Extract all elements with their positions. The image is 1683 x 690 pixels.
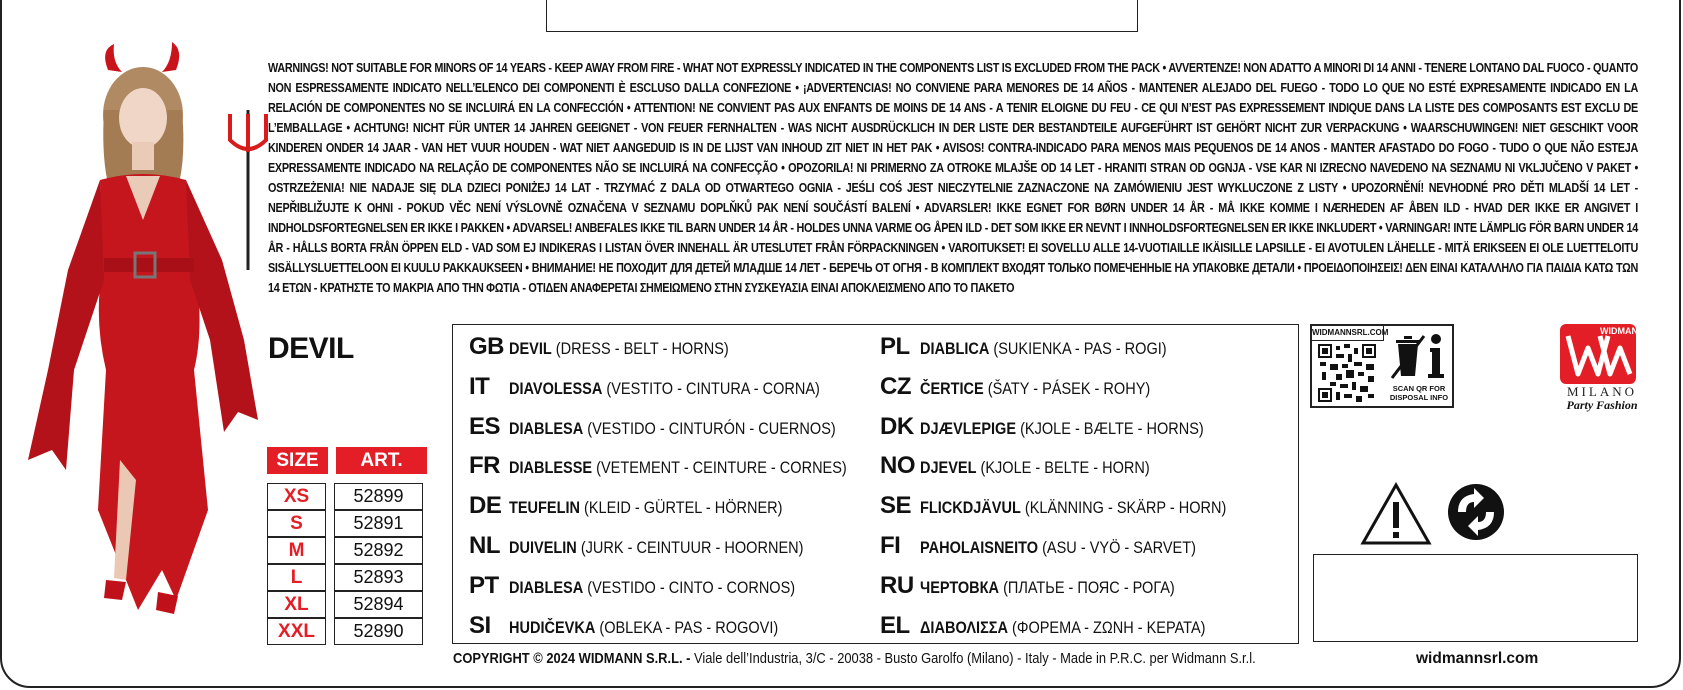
language-row <box>469 612 893 652</box>
costume-name: ЧЕРТОВКА <box>920 578 1000 597</box>
size-header: SIZE <box>267 447 328 474</box>
costume-parts: (ASU - VYÖ - SARVET) <box>1042 538 1196 557</box>
qr-code-icon[interactable] <box>1318 344 1376 402</box>
language-row <box>880 413 1268 453</box>
language-row <box>880 572 1268 612</box>
costume-name: DIABLESA <box>509 419 584 438</box>
size-value: XL <box>267 591 326 618</box>
brand-logo-text: WIDMANN <box>1600 326 1645 336</box>
qr-disposal-block[interactable] <box>1310 324 1454 408</box>
costume-parts: (SUKIENKA - PAS - ROGI) <box>993 340 1167 358</box>
costume-parts: (ПЛАТЬЕ - ПОЯС - РОГА) <box>1003 578 1175 597</box>
language-row <box>469 572 893 612</box>
language-code: RU <box>880 571 914 599</box>
size-value: M <box>267 537 326 564</box>
costume-name: ČERTICE <box>920 379 984 398</box>
language-code: PL <box>880 333 910 360</box>
costume-name: PAHOLAISNEITO <box>920 538 1039 557</box>
qr-caption <box>1384 384 1454 402</box>
product-name: DEVIL <box>268 332 354 365</box>
language-code: DE <box>469 492 502 520</box>
language-code: ES <box>469 412 501 440</box>
language-row <box>469 373 893 413</box>
costume-name: DJÆVLEPIGE <box>920 419 1017 438</box>
costume-parts: (VETEMENT - CEINTURE - CORNES) <box>596 459 847 478</box>
language-row <box>469 492 893 532</box>
art-number: 52890 <box>334 618 423 645</box>
languages-box <box>452 324 1299 644</box>
costume-parts: (VESTITO - CINTURA - CORNA) <box>606 379 820 398</box>
language-row <box>469 532 893 572</box>
costume-parts: (VESTIDO - CINTO - CORNOS) <box>587 578 796 597</box>
costume-name: FLICKDJÄVUL <box>920 499 1021 518</box>
warning-triangle-icon <box>1360 482 1432 546</box>
size-value: L <box>267 564 326 591</box>
devil-costume-figure <box>8 40 270 670</box>
blank-label-box <box>1313 554 1638 642</box>
language-row <box>880 373 1268 413</box>
art-number: 52893 <box>334 564 423 591</box>
costume-parts: (DRESS - BELT - HORNS) <box>555 340 729 358</box>
size-value: XXL <box>267 618 326 645</box>
recycle-bin-info-icon <box>1388 330 1452 384</box>
language-code: NO <box>880 452 915 480</box>
costume-parts: (KJOLE - BELTE - HORN) <box>980 459 1150 478</box>
languages-right-column <box>880 333 1268 651</box>
size-row <box>267 592 427 619</box>
green-dot-recycle-icon <box>1446 482 1506 542</box>
size-row <box>267 565 427 592</box>
size-value: S <box>267 510 326 537</box>
language-code: FR <box>469 452 500 480</box>
costume-parts: (ΦΟΡΕΜΑ - ΖΩΝΗ - ΚΕΡΑΤΑ) <box>1012 618 1206 637</box>
language-code: GB <box>469 333 504 360</box>
qr-caption-line: SCAN QR FOR <box>1392 384 1446 393</box>
costume-name: DUIVELIN <box>509 538 577 557</box>
languages-left-column <box>469 333 893 651</box>
language-row <box>880 612 1268 652</box>
website-link[interactable]: widmannsrl.com <box>1416 650 1539 667</box>
art-header: ART. <box>336 447 427 474</box>
language-row <box>880 333 1268 373</box>
language-code: EL <box>880 611 910 639</box>
size-value: XS <box>267 483 326 510</box>
language-code: PT <box>469 571 499 599</box>
costume-parts: (KLEID - GÜRTEL - HÖRNER) <box>584 499 783 518</box>
size-row <box>267 619 427 646</box>
language-code: SI <box>469 611 491 639</box>
language-code: NL <box>469 531 500 559</box>
costume-name: DEVIL <box>509 340 552 358</box>
language-row <box>880 452 1268 492</box>
language-code: IT <box>469 372 490 400</box>
costume-parts: (OBLEKA - PAS - ROGOVI) <box>599 618 779 637</box>
language-code: CZ <box>880 372 911 400</box>
costume-name: ΔΙΑΒΟΛΙΣΣΑ <box>920 618 1008 637</box>
costume-parts: (JURK - CEINTUUR - HOORNEN) <box>580 538 804 557</box>
language-row <box>469 333 893 373</box>
brand-tagline: Party Fashion <box>1566 398 1638 412</box>
costume-name: DJEVEL <box>920 459 977 478</box>
art-number: 52894 <box>334 591 423 618</box>
copyright-bold: COPYRIGHT © 2024 WIDMANN S.R.L. - <box>453 650 691 667</box>
costume-name: DIABLESSE <box>509 459 593 478</box>
top-label-box <box>546 0 1138 32</box>
costume-name: DIAVOLESSA <box>509 379 603 398</box>
copyright-line <box>453 650 1256 667</box>
costume-parts: (ŠATY - PÁSEK - ROHY) <box>987 379 1151 398</box>
size-row <box>267 511 427 538</box>
costume-name: TEUFELIN <box>509 499 580 518</box>
art-number: 52891 <box>334 510 423 537</box>
language-code: FI <box>880 531 901 559</box>
costume-parts: (VESTIDO - CINTURÓN - CUERNOS) <box>587 419 836 438</box>
language-row <box>880 492 1268 532</box>
language-row <box>469 413 893 453</box>
copyright-address: Viale dell’Industria, 3/C - 20038 - Busto Garolfo (Milano) - Italy - Made in P.R.C. per Widmann S.r.l. <box>690 650 1256 667</box>
brand-city: MILANO <box>1567 384 1637 399</box>
language-code: SE <box>880 492 912 520</box>
size-table <box>267 447 427 646</box>
costume-parts: (KJOLE - BÆLTE - HORNS) <box>1020 419 1204 438</box>
language-row <box>469 452 893 492</box>
size-row <box>267 538 427 565</box>
art-number: 52899 <box>334 483 423 510</box>
costume-name: HUDIČEVKA <box>509 618 596 637</box>
costume-parts: (KLÄNNING - SKÄRP - HORN) <box>1024 499 1227 518</box>
qr-caption-line: DISPOSAL INFO <box>1389 393 1449 402</box>
costume-name: DIABLESA <box>509 578 584 597</box>
language-row <box>880 532 1268 572</box>
qr-top-label: WIDMANNSRL.COM <box>1312 326 1384 341</box>
warnings-text: WARNINGS! NOT SUITABLE FOR MINORS OF 14 YEARS - KEEP AWAY FROM FIRE - WHAT NOT EXPRESSLY INDICATED IN THE COMPONENTS LIST IS EXCLUDED FROM THE PACK • AVVERTENZE! NON ADATTO A MINORI DI 14 ANNI - TENERE LONTANO DAL FUOCO - QUANTO NON ESPRESSAMENTE INDICATO NELL’ELENCO DEI COMPONENTI È ESCLUSO DALLA CONFEZIONE • ¡ADVERTENCIAS! NO CONVIENE PARA MENORES DE 14 AÑOS - MANTENER ALEJADO DEL FUEGO - TODO LO QUE NO ESTÉ EXPRESAMENTE INDICADO EN LA RELACIÓN DE COMPONENTES NO SE INCLUIRÁ EN LA CONFECCIÓN • ATTENTION! NE CONVIENT PAS AUX ENFANTS DE MOINS DE 14 ANS - A TENIR ELOIGNE DU FEU - CE QUI N’EST PAS EXPRESSEMENT INDIQUE DANS LA LISTE DES COMPOSANTS EST EXCLU DE L’EMBALLAGE • ACHTUNG! NICHT FÜR UNTER 14 JAHREN GEEIGNET - VON FEUER FERNHALTEN - WAS NICHT AUSDRÜCKLICH IN DER LISTE DER BESTANDTEILE AUFGEFÜHRT IST GEHÖRT NICHT ZUR VERPACKUNG • WAARSCHUWINGEN! NIET GESCHIKT VOOR KINDEREN ONDER 14 JAAR - VAN HET VUUR HOUDEN - WAT NIET AANGEDUID IS IN DE LIJST VAN INHOUD ZIT NIET IN HET PAK • AVISOS! CONTRA-INDICADO PARA MENOS MAIS PEQUENOS DE 14 ANOS - MANTER AFASTADO DO FOGO - TUDO O QUE NÃO ESTEJA EXPRESSAMENTE INDICADO NA RELAÇÃO DE COMPONENTES NÃO SE INCLUIRÁ NA CONFECÇÃO • OPOZORILA! NI PRIMERNO ZA OTROKE MLAJŠE OD 14 LET - HRANITI STRAN OD OGNJA - VSE KAR NI IZRECNO NAVEDENO NA SEZNAMU NI VKLJUČENO V PAKET • OSTRZEŻENIA! NIE NADAJE SIĘ DLA DZIECI PONIŻEJ 14 LAT - TRZYMAĆ Z DALA OD OTWARTEGO OGNIA - JEŚLI COŚ JEST NIECZYTELNIE ZAZNACZONE NA ZAMÓWIENIU JEST WYKLUCZONE Z LISTY • UPOZORNĚNÍ! NEVHODNÉ PRO DĚTI MLADŠÍ 14 LET - NEPŘIBLIŽUJTE K OHNI - POKUD VĚC NENÍ VÝSLOVNĚ OZNAČENA V SEZNAMU DOPLŇKŮ PAK NENÍ SOUČÁSTÍ BALENÍ • ADVARSLER! IKKE EGNET FOR BØRN UNDER 14 ÅR - MÅ IKKE KOMME I NÆRHEDEN AF ÅBEN ILD - HVAD DER IKKE ER ANGIVET I INDHOLDSFORTEGNELSEN ER IKKE I PAKKEN • ADVARSEL! ANBEFALES IKKE TIL BARN UNDER 14 ÅR - HOLDES UNNA VARME OG ÅPEN ILD - DET SOM IKKE ER NEVNT I INNHOLDSFORTEGNELSEN ER IKKE INKLUDERT • VARNINGAR! INTE LÄMPLIG FÖR BARN UNDER 14 ÅR - HÅLLS BORTA FRÅN ÖPPEN ELD - VAD SOM EJ INDIKERAS I LISTAN ÖVER INNEHALL ÄR UTESLUTET FRÅN FÖRPACKNINGEN • VAROITUKSET! EI SOVELLU ALLE 14-VUOTIAILLE IKÄISILLE LAPSILLE - EI AVOTULEN LÄHELLE - MITÄ ERIKSEEN EI OLE LUETTELOITU SISÄLLYSLUETTELOON EI KUULU PAKKAUKSEEN • ВНИМАНИЕ! НЕ ПОХОДИТ ДЛЯ ДЕТЕЙ МЛАДШЕ 14 ЛЕТ - БЕРЕЧЬ ОТ ОГНЯ - В КОМПЛЕКТ ВХОДЯТ ТОЛЬКО ПОМЕЧЕННЫЕ НА УПАКОВКЕ ДЕТАЛИ • ΠΡΟΕΙΔΟΠΟΙΗΣΕΙΣ! ΔΕΝ ΕΙΝΑΙ ΚΑΤΑΛΛΗΛΟ ΓΙΑ ΠΑΙΔΙΑ ΚΑΤΩ ΤΩΝ 14 ΕΤΩΝ - ΚΡΑΤΗΣΤΕ ΤΟ ΜΑΚΡΙΑ ΑΠΟ ΤΗΝ ΦΩΤΙΑ - ΟΤΙΔΕΝ ΑΝΑΦΕΡΕΤΑΙ ΣΗΜΕΙΩΜΕΝΟ ΣΤΗΝ ΣΥΣΚΕΥΑΣΙΑ ΕΙΝΑΙ ΑΠΟΚΛΕΙΣΜΕΝΟ ΑΠΟ ΤΟ ΠΑΚΕΤΟ <box>268 61 1638 295</box>
costume-name: DIABLICA <box>920 340 990 358</box>
language-code: DK <box>880 412 914 440</box>
size-row <box>267 484 427 511</box>
art-number: 52892 <box>334 537 423 564</box>
